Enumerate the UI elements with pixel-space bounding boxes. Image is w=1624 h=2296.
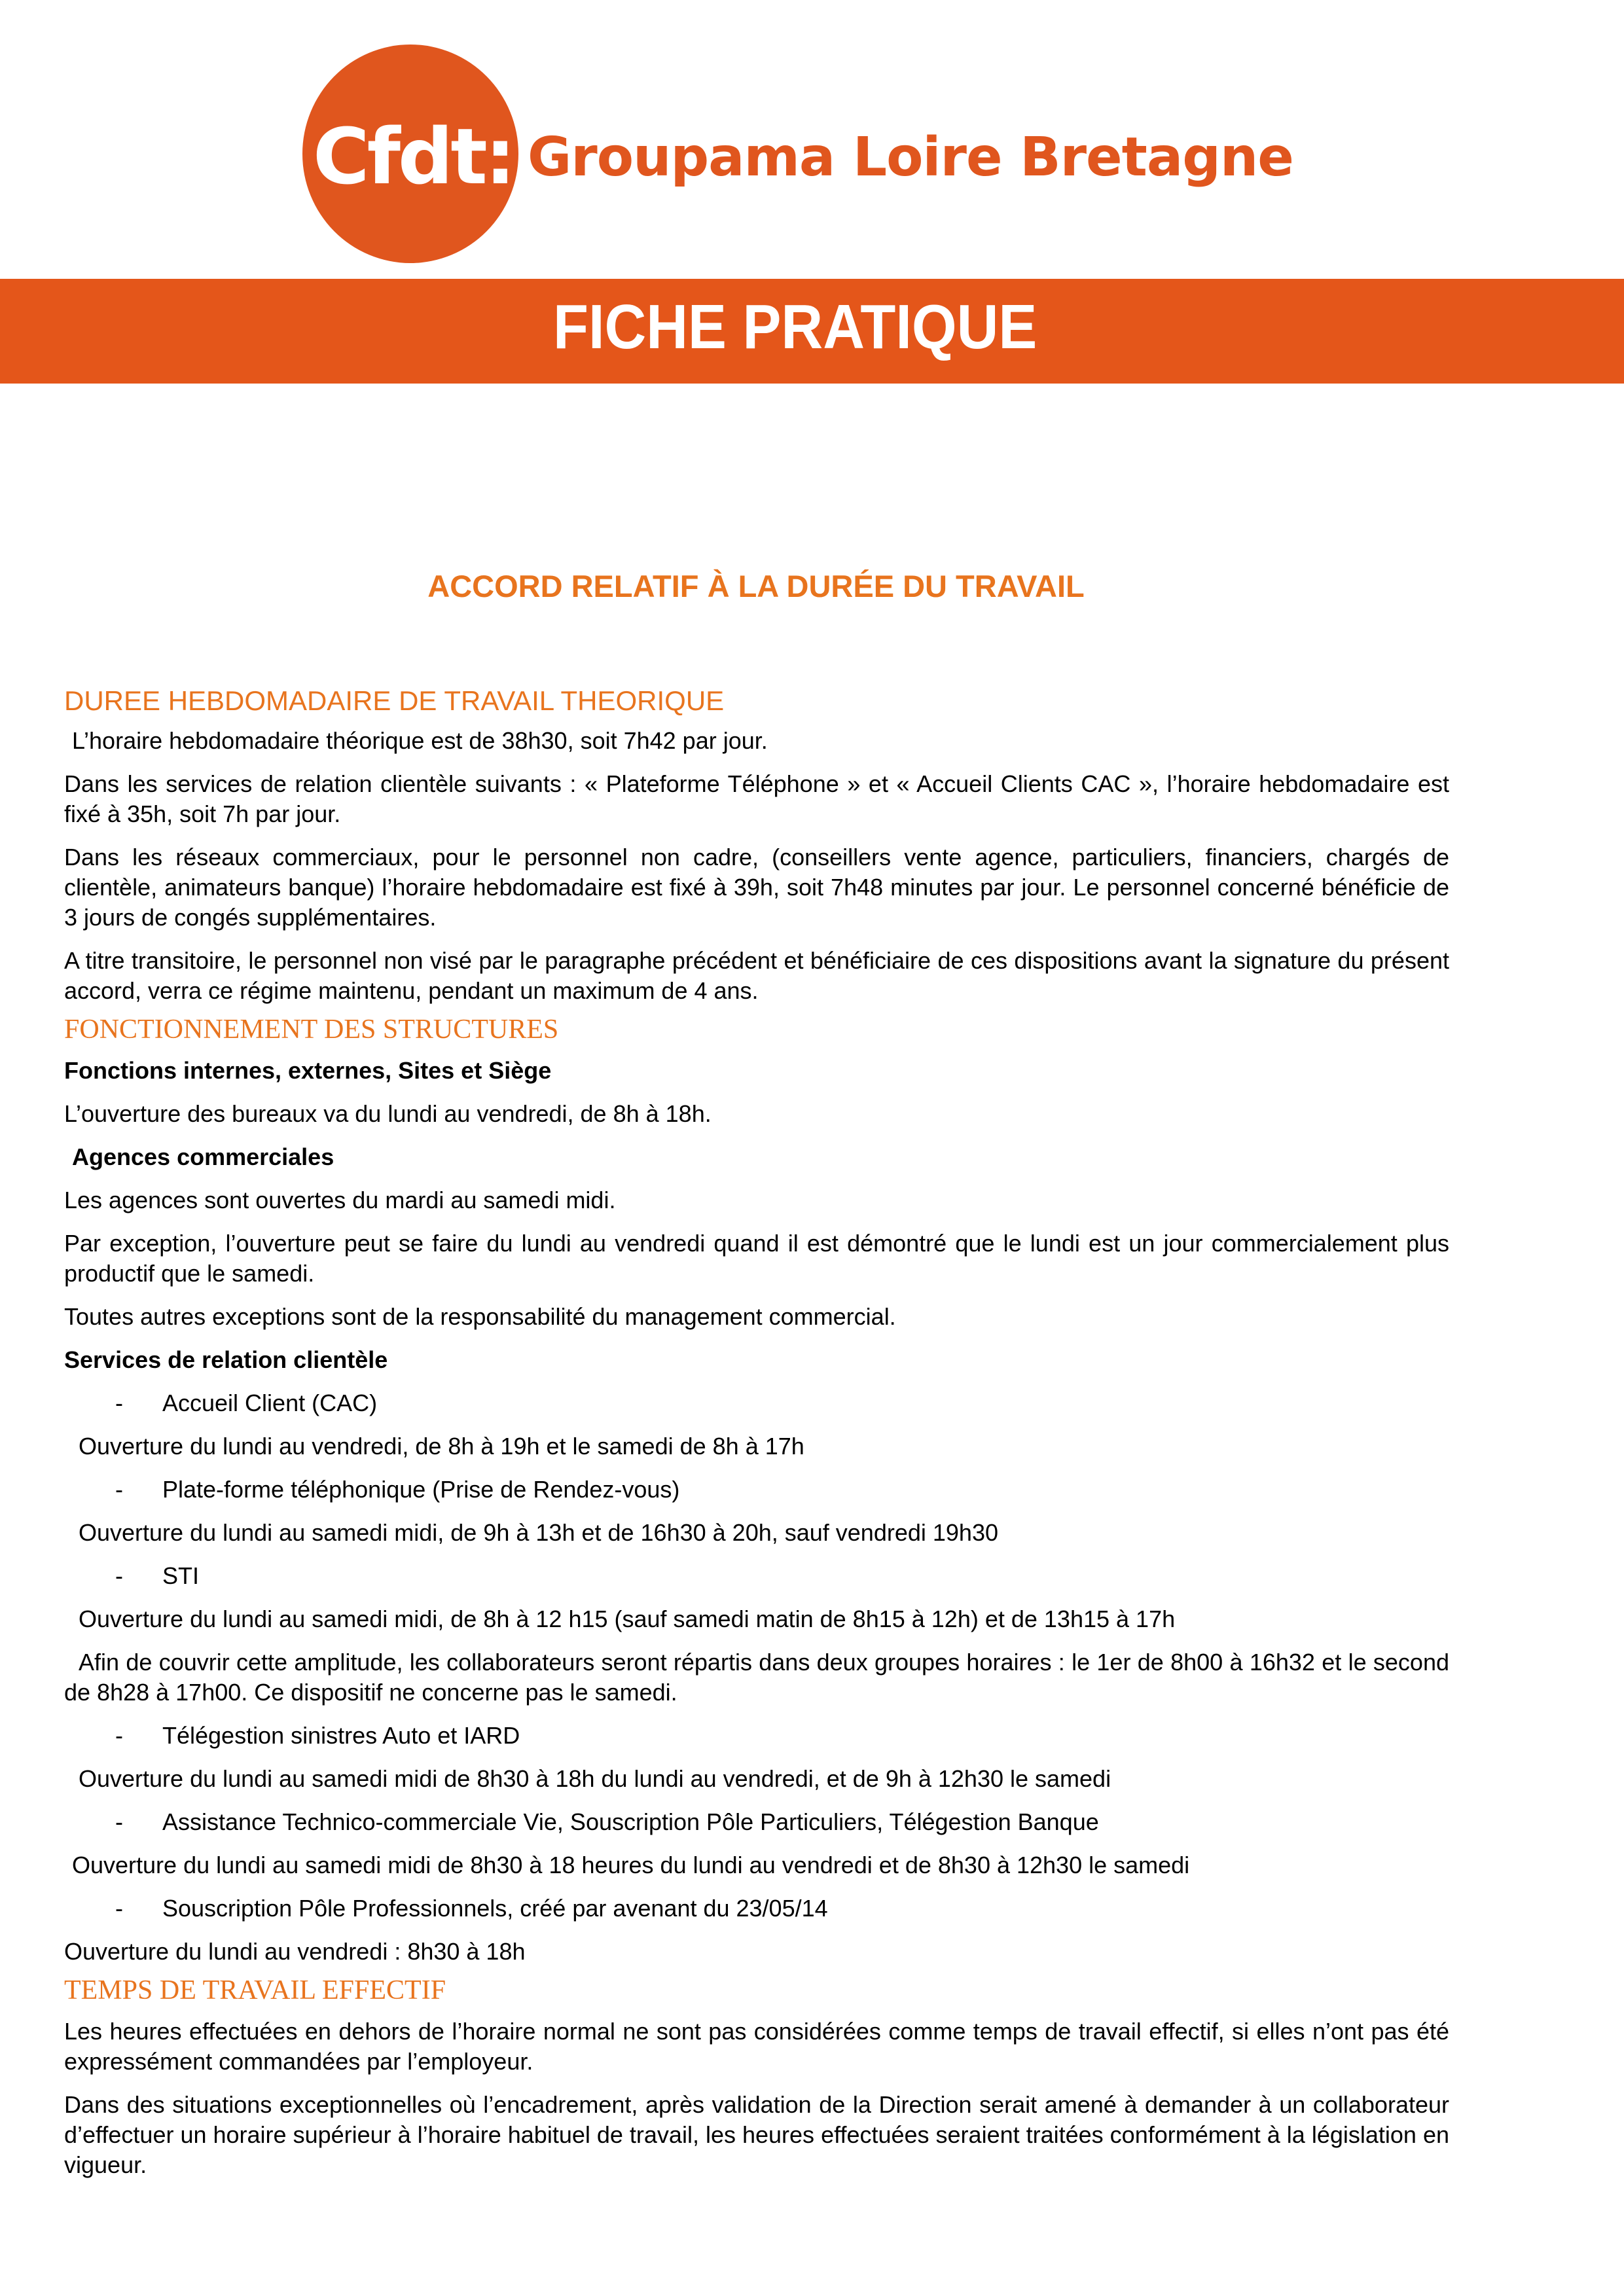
service-hours: Ouverture du lundi au vendredi, de 8h à 19h et le samedi de 8h à 17h	[79, 1433, 804, 1460]
paragraph: Par exception, l’ouverture peut se faire du lundi au vendredi quand il est démontré que le lundi est un jour commercialement plus productif que le samedi.	[64, 1230, 1449, 1287]
list-item	[64, 1561, 1449, 1591]
paragraph: L’horaire hebdomadaire théorique est de 38h30, soit 7h42 par jour.	[72, 727, 768, 754]
paragraph: Les agences sont ouvertes du mardi au samedi midi.	[64, 1187, 616, 1213]
paragraph: Toutes autres exceptions sont de la responsabilité du management commercial.	[64, 1303, 896, 1330]
service-hours: Ouverture du lundi au samedi midi, de 9h à 13h et de 16h30 à 20h, sauf vendredi 19h30	[79, 1519, 998, 1546]
service-name: Télégestion sinistres Auto et IARD	[162, 1722, 520, 1749]
document-title: ACCORD RELATIF À LA DURÉE DU TRAVAIL	[427, 569, 1085, 603]
service-name: Souscription Pôle Professionnels, créé par avenant du 23/05/14	[162, 1895, 828, 1922]
service-hours: Ouverture du lundi au vendredi : 8h30 à 18h	[64, 1938, 526, 1965]
list-item	[64, 1475, 1449, 1505]
service-name: Accueil Client (CAC)	[162, 1390, 378, 1416]
service-hours: Ouverture du lundi au samedi midi de 8h30 à 18 heures du lundi au vendredi et de 8h30 à 12h30 le samedi	[72, 1852, 1190, 1878]
service-hours: Ouverture du lundi au samedi midi de 8h30 à 18h du lundi au vendredi, et de 9h à 12h30 le samedi	[79, 1765, 1111, 1792]
section-heading-duree: DUREE HEBDOMADAIRE DE TRAVAIL THEORIQUE	[64, 685, 725, 716]
bullet-dash: -	[115, 1562, 123, 1589]
paragraph: Dans les réseaux commerciaux, pour le personnel non cadre, (conseillers vente agence, particuliers, financiers, chargés de clientèle, animateurs banque) l’horaire hebdomadaire est fixé à 39h, soit 7h48 minutes par jour. Le personnel concerné bénéficie de 3 jours de congés supplémentaires.	[64, 844, 1449, 931]
subheading-agences: Agences commerciales	[72, 1143, 334, 1170]
banner-title: FICHE PRATIQUE	[553, 292, 1038, 362]
list-item	[64, 1893, 1449, 1924]
bullet-dash: -	[115, 1390, 123, 1416]
service-name: Assistance Technico-commerciale Vie, Souscription Pôle Particuliers, Télégestion Banque	[162, 1808, 1099, 1835]
organization-name: Groupama Loire Bretagne	[528, 126, 1293, 188]
document-body	[64, 685, 1449, 2193]
list-item	[64, 1721, 1449, 1751]
bullet-dash: -	[115, 1476, 123, 1503]
paragraph: L’ouverture des bureaux va du lundi au vendredi, de 8h à 18h.	[64, 1100, 712, 1127]
cfdt-logo-text: Cfdt:	[313, 111, 513, 202]
subheading-fonctions-internes: Fonctions internes, externes, Sites et Siège	[64, 1057, 552, 1084]
service-note: Afin de couvrir cette amplitude, les collaborateurs seront répartis dans deux groupes horaires : le 1er de 8h00 à 16h32 et le second de 8h28 à 17h00. Ce dispositif ne concerne pas le samedi.	[64, 1649, 1449, 1706]
list-item	[64, 1388, 1449, 1418]
paragraph: Dans les services de relation clientèle suivants : « Plateforme Téléphone » et « Accueil Clients CAC », l’horaire hebdomadaire est fixé à 35h, soit 7h par jour.	[64, 770, 1449, 827]
service-name: STI	[162, 1562, 200, 1589]
paragraph: A titre transitoire, le personnel non visé par le paragraphe précédent et bénéficiaire de ces dispositions avant la signature du présent accord, verra ce régime maintenu, pendant un maximum de 4 ans.	[64, 947, 1449, 1004]
paragraph: Les heures effectuées en dehors de l’horaire normal ne sont pas considérées comme temps de travail effectif, si elles n’ont pas été expressément commandées par l’employeur.	[64, 2018, 1449, 2075]
list-item	[64, 1807, 1449, 1837]
bullet-dash: -	[115, 1808, 123, 1835]
bullet-dash: -	[115, 1722, 123, 1749]
section-heading-temps-effectif: TEMPS DE TRAVAIL EFFECTIF	[64, 1975, 446, 2005]
bullet-dash: -	[115, 1895, 123, 1922]
subheading-services-relation: Services de relation clientèle	[64, 1346, 388, 1373]
section-heading-fonctionnement: FONCTIONNEMENT DES STRUCTURES	[64, 1014, 559, 1045]
paragraph: Dans des situations exceptionnelles où l’encadrement, après validation de la Direction serait amené à demander à un collaborateur d’effectuer un horaire supérieur à l’horaire habituel de travail, les heures effectuées seraient traitées conformément à la législation en vigueur.	[64, 2091, 1449, 2178]
service-name: Plate-forme téléphonique (Prise de Rendez-vous)	[162, 1476, 680, 1503]
service-hours: Ouverture du lundi au samedi midi, de 8h à 12 h15 (sauf samedi matin de 8h15 à 12h) et de 13h15 à 17h	[79, 1605, 1176, 1632]
